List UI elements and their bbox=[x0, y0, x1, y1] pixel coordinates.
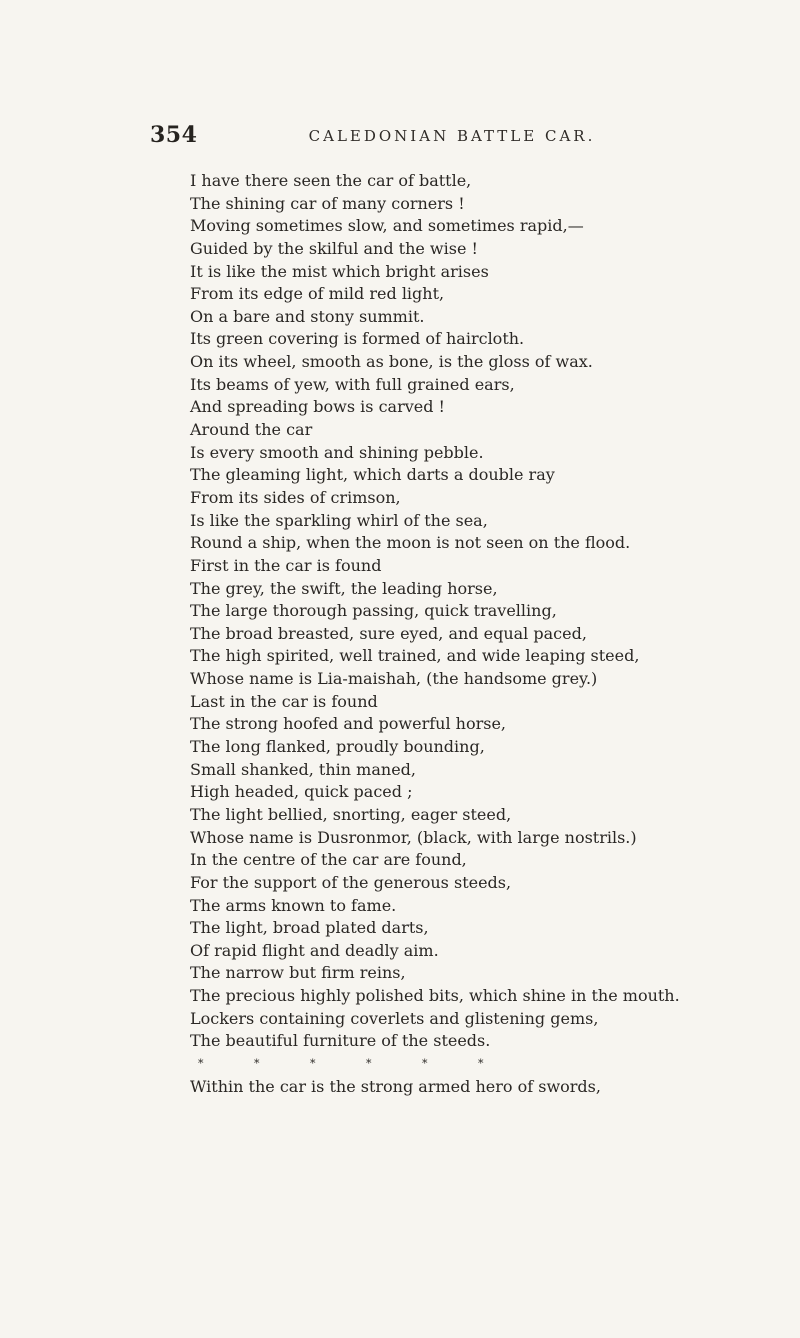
poem-line: On a bare and stony summit. bbox=[190, 306, 425, 326]
poem-body bbox=[190, 170, 790, 1098]
poem-line: On its wheel, smooth as bone, is the gloss of wax. bbox=[190, 352, 593, 372]
poem-line: Is every smooth and shining pebble. bbox=[190, 442, 484, 462]
poem-line: The narrow but firm reins, bbox=[190, 963, 406, 983]
running-title: CALEDONIAN BATTLE CAR. bbox=[308, 127, 596, 145]
ellipsis-stars bbox=[190, 1053, 790, 1076]
poem-line: The strong hoofed and powerful horse, bbox=[190, 714, 507, 734]
star-mark: * bbox=[310, 1056, 316, 1070]
poem-line: Last in the car is found bbox=[190, 691, 378, 711]
poem-line: The light, broad plated darts, bbox=[190, 918, 429, 938]
poem-line: The gleaming light, which darts a double ray bbox=[190, 465, 555, 485]
star-mark: * bbox=[198, 1056, 204, 1070]
poem-line: High headed, quick paced ; bbox=[190, 782, 413, 802]
poem-line: And spreading bows is carved ! bbox=[190, 397, 445, 417]
poem-line: The long flanked, proudly bounding, bbox=[190, 737, 485, 757]
poem-line: Of rapid flight and deadly aim. bbox=[190, 940, 439, 960]
poem-line: The arms known to fame. bbox=[190, 895, 397, 915]
star-mark: * bbox=[366, 1056, 372, 1070]
star-mark: * bbox=[478, 1056, 484, 1070]
poem-line: Round a ship, when the moon is not seen on the flood. bbox=[190, 533, 631, 553]
poem-line: Lockers containing coverlets and glistening gems, bbox=[190, 1008, 599, 1028]
poem-line: I have there seen the car of battle, bbox=[190, 171, 472, 190]
poem-line: First in the car is found bbox=[190, 555, 382, 575]
poem-line: The shining car of many corners ! bbox=[190, 193, 465, 213]
poem-line: Its green covering is formed of haircloth. bbox=[190, 329, 525, 349]
poem-line: The light bellied, snorting, eager steed, bbox=[190, 804, 512, 824]
star-mark: * bbox=[254, 1056, 260, 1070]
poem-line: Moving sometimes slow, and sometimes rapid,— bbox=[190, 216, 584, 236]
poem-line: The precious highly polished bits, which shine in the mouth. bbox=[190, 986, 680, 1006]
star-mark: * bbox=[422, 1056, 428, 1070]
poem-line: From its sides of crimson, bbox=[190, 487, 401, 507]
poem-line: The large thorough passing, quick travelling, bbox=[190, 601, 557, 621]
poem-line: The beautiful furniture of the steeds. bbox=[190, 1031, 491, 1051]
poem-line: The broad breasted, sure eyed, and equal paced, bbox=[190, 623, 587, 643]
poem-line: The high spirited, well trained, and wide leaping steed, bbox=[190, 646, 640, 666]
poem-line: It is like the mist which bright arises bbox=[190, 261, 489, 281]
poem-line: Around the car bbox=[190, 420, 313, 440]
poem-line: Whose name is Dusronmor, (black, with large nostrils.) bbox=[190, 827, 637, 847]
poem-line: Whose name is Lia-maishah, (the handsome grey.) bbox=[190, 669, 598, 689]
poem-line: Its beams of yew, with full grained ears, bbox=[190, 374, 515, 394]
page-number: 354 bbox=[150, 122, 198, 148]
poem-line: From its edge of mild red light, bbox=[190, 284, 445, 304]
poem-line: For the support of the generous steeds, bbox=[190, 872, 512, 892]
poem-line: In the centre of the car are found, bbox=[190, 850, 467, 870]
poem-line: Small shanked, thin maned, bbox=[190, 759, 416, 779]
poem-line: The grey, the swift, the leading horse, bbox=[190, 578, 498, 598]
poem-line-final: Within the car is the strong armed hero of swords, bbox=[190, 1076, 601, 1096]
poem-line: Is like the sparkling whirl of the sea, bbox=[190, 510, 488, 530]
poem-line: Guided by the skilful and the wise ! bbox=[190, 238, 478, 258]
